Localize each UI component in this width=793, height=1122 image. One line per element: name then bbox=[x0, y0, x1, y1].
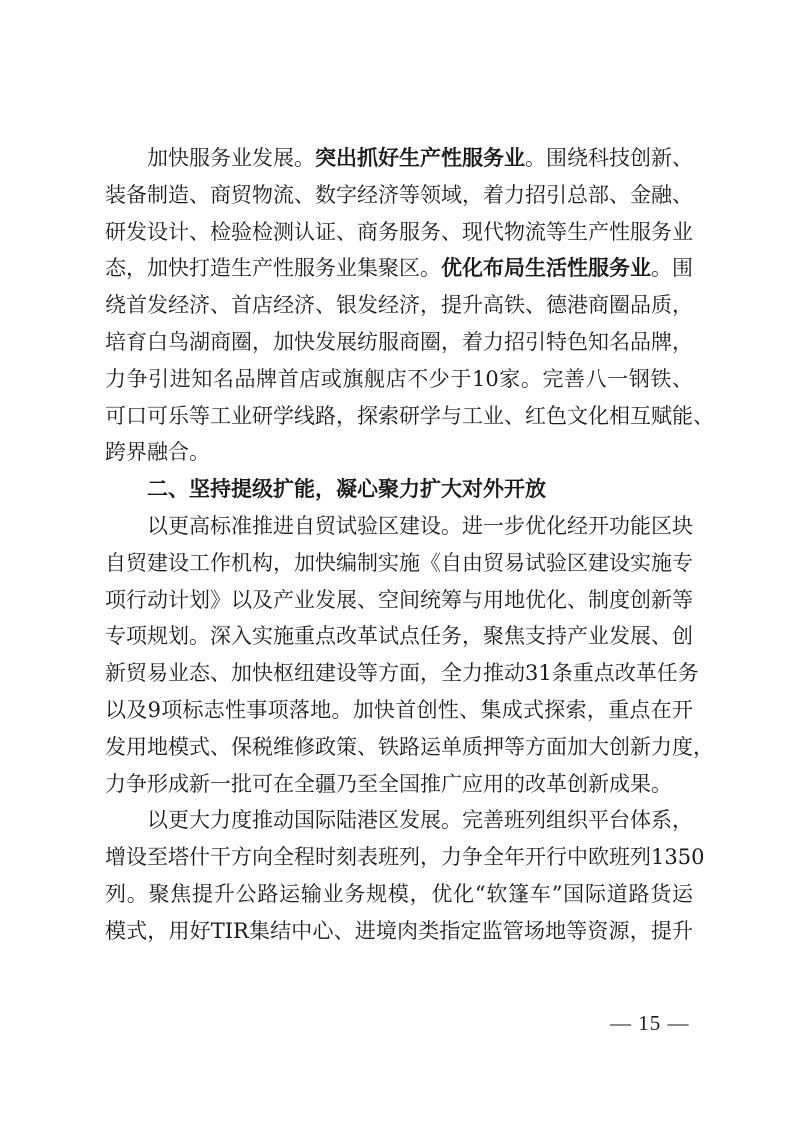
text-line: 以更高标准推进自贸试验区建设。进一步优化经开功能区块 bbox=[147, 513, 693, 538]
emphasis-phrase: 以更大力度推动国际陆港区发展 bbox=[147, 808, 441, 833]
text-line: 项行动计划》以及产业发展、空间统筹与用地优化、制度创新等 bbox=[105, 587, 693, 612]
text-line: 力争形成新一批可在全疆乃至全国推广应用的改革创新成果。 bbox=[105, 771, 672, 796]
paragraph-land-port bbox=[105, 802, 705, 949]
paragraph-service-industry bbox=[105, 140, 714, 471]
text-line: 力争引进知名品牌首店或旗舰店不少于10家。完善八一钢铁、 bbox=[105, 366, 693, 391]
paragraph-free-trade-zone bbox=[105, 508, 714, 802]
text-line: 可口可乐等工业研学线路，探索研学与工业、红色文化相互赋能、 bbox=[105, 403, 714, 428]
text-line: 装备制造、商贸物流、数字经济等领域，着力招引总部、金融、 bbox=[105, 182, 693, 207]
page-number: — 15 — bbox=[610, 1011, 690, 1035]
text-line: 模式，用好TIR集结中心、进境肉类指定监管场地等资源，提升 bbox=[105, 918, 693, 943]
text-line: 加快服务业发展。突出抓好生产性服务业。围绕科技创新、 bbox=[147, 145, 693, 170]
text-line: 增设至塔什干方向全程时刻表班列，力争全年开行中欧班列1350 bbox=[105, 845, 705, 870]
text-line: 新贸易业态、加快枢纽建设等方面，全力推动31条重点改革任务 bbox=[105, 661, 699, 686]
bold-phrase: 优化布局生活性服务业 bbox=[441, 255, 651, 281]
bold-phrase: 突出抓好生产性服务业 bbox=[315, 145, 525, 170]
text-line: 列。聚焦提升公路运输业务规模，优化“软篷车”国际道路货运 bbox=[105, 881, 693, 906]
emphasis-phrase: 以更高标准推进自贸试验区建设 bbox=[147, 513, 441, 538]
text-line: 态，加快打造生产性服务业集聚区。优化布局生活性服务业。围 bbox=[105, 255, 693, 281]
body-text bbox=[105, 140, 714, 950]
text-line: 研发设计、检验检测认证、商务服务、现代物流等生产性服务业 bbox=[105, 219, 693, 244]
text-line: 绕首发经济、首店经济、银发经济，提升高铁、德港商圈品质， bbox=[105, 293, 693, 318]
text-line: 发用地模式、保税维修政策、铁路运单质押等方面加大创新力度， bbox=[105, 734, 714, 759]
section-heading: 二、坚持提级扩能，凝心聚力扩大对外开放 bbox=[147, 476, 546, 502]
text-line: 以及9项标志性事项落地。加快首创性、集成式探索，重点在开 bbox=[105, 697, 693, 722]
text-line: 培育白鸟湖商圈，加快发展纺服商圈，着力招引特色知名品牌， bbox=[105, 329, 693, 354]
text-line: 专项规划。深入实施重点改革试点任务，聚焦支持产业发展、创 bbox=[105, 624, 693, 649]
text-line: 跨界融合。 bbox=[105, 440, 210, 465]
text-line: 自贸建设工作机构，加快编制实施《自由贸易试验区建设实施专 bbox=[105, 550, 693, 575]
text-line: 以更大力度推动国际陆港区发展。完善班列组织平台体系， bbox=[147, 808, 693, 833]
